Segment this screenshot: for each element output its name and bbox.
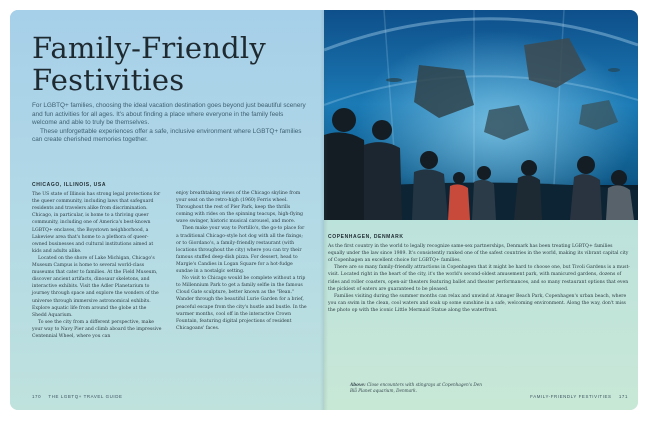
intro-text — [32, 102, 308, 145]
left-page — [10, 10, 324, 410]
body-paragraph: The US state of Illinois has strong legal protections for the queer community, including laws that safeguard residents and travelers alike from discrimination. Chicago, in particular, is home to a thriving queer community, including one of America's best-known LGBTQ+ enclaves, the Boystown neighborhood, a Lakeview area that's home to a plethora of queer-owned businesses and cultural institutions aimed at kids and adults alike. — [32, 192, 161, 254]
page-title: Family-Friendly Festivities — [32, 31, 266, 97]
caption-text: Close encounters with stingrays at Copenhagen's Den Blå Planet aquarium, Denmark. — [350, 382, 482, 393]
section-heading-copenhagen: COPENHAGEN, DENMARK — [328, 234, 404, 240]
running-head-left: THE LGBTQ+ TRAVEL GUIDE — [48, 394, 123, 399]
right-folio — [530, 394, 628, 399]
intro-paragraph: These unforgettable experiences offer a safe, inclusive environment where LGBTQ+ families can create cherished memories together. — [32, 127, 302, 144]
body-paragraph: Located on the shore of Lake Michigan, Chicago's Museum Campus is home to several world-class museums that cater to families. At the Field Museum, discover ancient artifacts, dinosaur skeletons, and interactive exhibits. Visit the Adler Planetarium to journey through space and explore the wonders of the universe through immersive astronomical exhibits. Explore aquatic life from around the globe at the Shedd Aquarium. — [32, 255, 159, 318]
chicago-column-1 — [32, 182, 162, 340]
body-paragraph: There are so many family-friendly attractions in Copenhagen that it might be hard to choose one, but Tivoli Gardens is a must-visit. Located right in the heart of the city, it's the world's second-oldest amusement park, with manicured gardens, dozens of rides and roller coasters, open-air theaters featuring ballet and theater performances, and so many restaurant options that even the pickiest of eaters are guaranteed to be pleased. — [328, 265, 630, 292]
book-spread — [10, 10, 638, 410]
page-number-right: 171 — [618, 394, 628, 399]
body-paragraph: enjoy breathtaking views of the Chicago skyline from your seat on the retro-high (1960) Ferris wheel. Throughout the rest of Pier Park, keep the thrills coming with rides on the spinning teacups, high-flying wave swinger, historic musical carousel, and more. — [176, 191, 303, 225]
body-paragraph: To see the city from a different perspective, make your way to Navy Pier and climb aboard the impressive Centennial Wheel, where you can — [32, 319, 162, 339]
body-paragraph: As the first country in the world to legally recognize same-sex partnerships, Denmark has been treating LGBTQ+ families equally under the law since 1989. It's consistently ranked one of the safest countries in the world, making its vibrant capital city of Copenhagen an excellent choice for LGBTQ+ families. — [328, 244, 629, 264]
intro-paragraph: For LGBTQ+ families, choosing the ideal vacation destination goes beyond just beautiful scenery and fun activities for all ages. It's about finding a place where everyone in the family feels welcome and able to truly be themselves. — [32, 102, 306, 127]
body-paragraph: No visit to Chicago would be complete without a trip to Millennium Park to get a family selfie in the famous Cloud Gate sculpture, better known as the "Bean." Wander through the beautiful Lurie Garden for a brief, peaceful escape from the city's hustle and bustle. In the warmer months, cool off in the interactive Crown Fountain, featuring digital projections of resident Chicagoans' faces. — [176, 276, 307, 331]
left-folio — [32, 394, 123, 399]
section-heading-chicago: CHICAGO, ILLINOIS, USA — [32, 182, 107, 188]
page-number-left: 170 — [32, 394, 42, 399]
photo-caption — [350, 382, 490, 393]
body-paragraph: Families visiting during the summer months can relax and unwind at Amager Beach Park, Copenhagen's urban beach, where you can swim in the clean, cool waters and soak up some sunshine in a safe, welcoming environment. Along the way, don't miss the photo op with the iconic Little Mermaid Statue along the waterfront. — [328, 293, 627, 313]
caption-lead: Above: — [350, 382, 366, 387]
right-page — [324, 10, 638, 410]
body-paragraph: Then make your way to Portillo's, the go-to place for a traditional Chicago-style hot dog with all the fixings; or to Giordano's, a family-friendly restaurant (with locations throughout the city) where you can try their famous stuffed deep-dish pizza. For dessert, head to Margie's Candies in Logan Square for a hot-fudge sundae in a nostalgic setting. — [176, 226, 305, 275]
copenhagen-section — [328, 234, 630, 314]
aquarium-photo — [324, 10, 638, 220]
chicago-column-2 — [176, 190, 308, 332]
gutter-shadow — [320, 10, 328, 410]
running-head-right: FAMILY-FRIENDLY FESTIVITIES — [530, 394, 612, 399]
